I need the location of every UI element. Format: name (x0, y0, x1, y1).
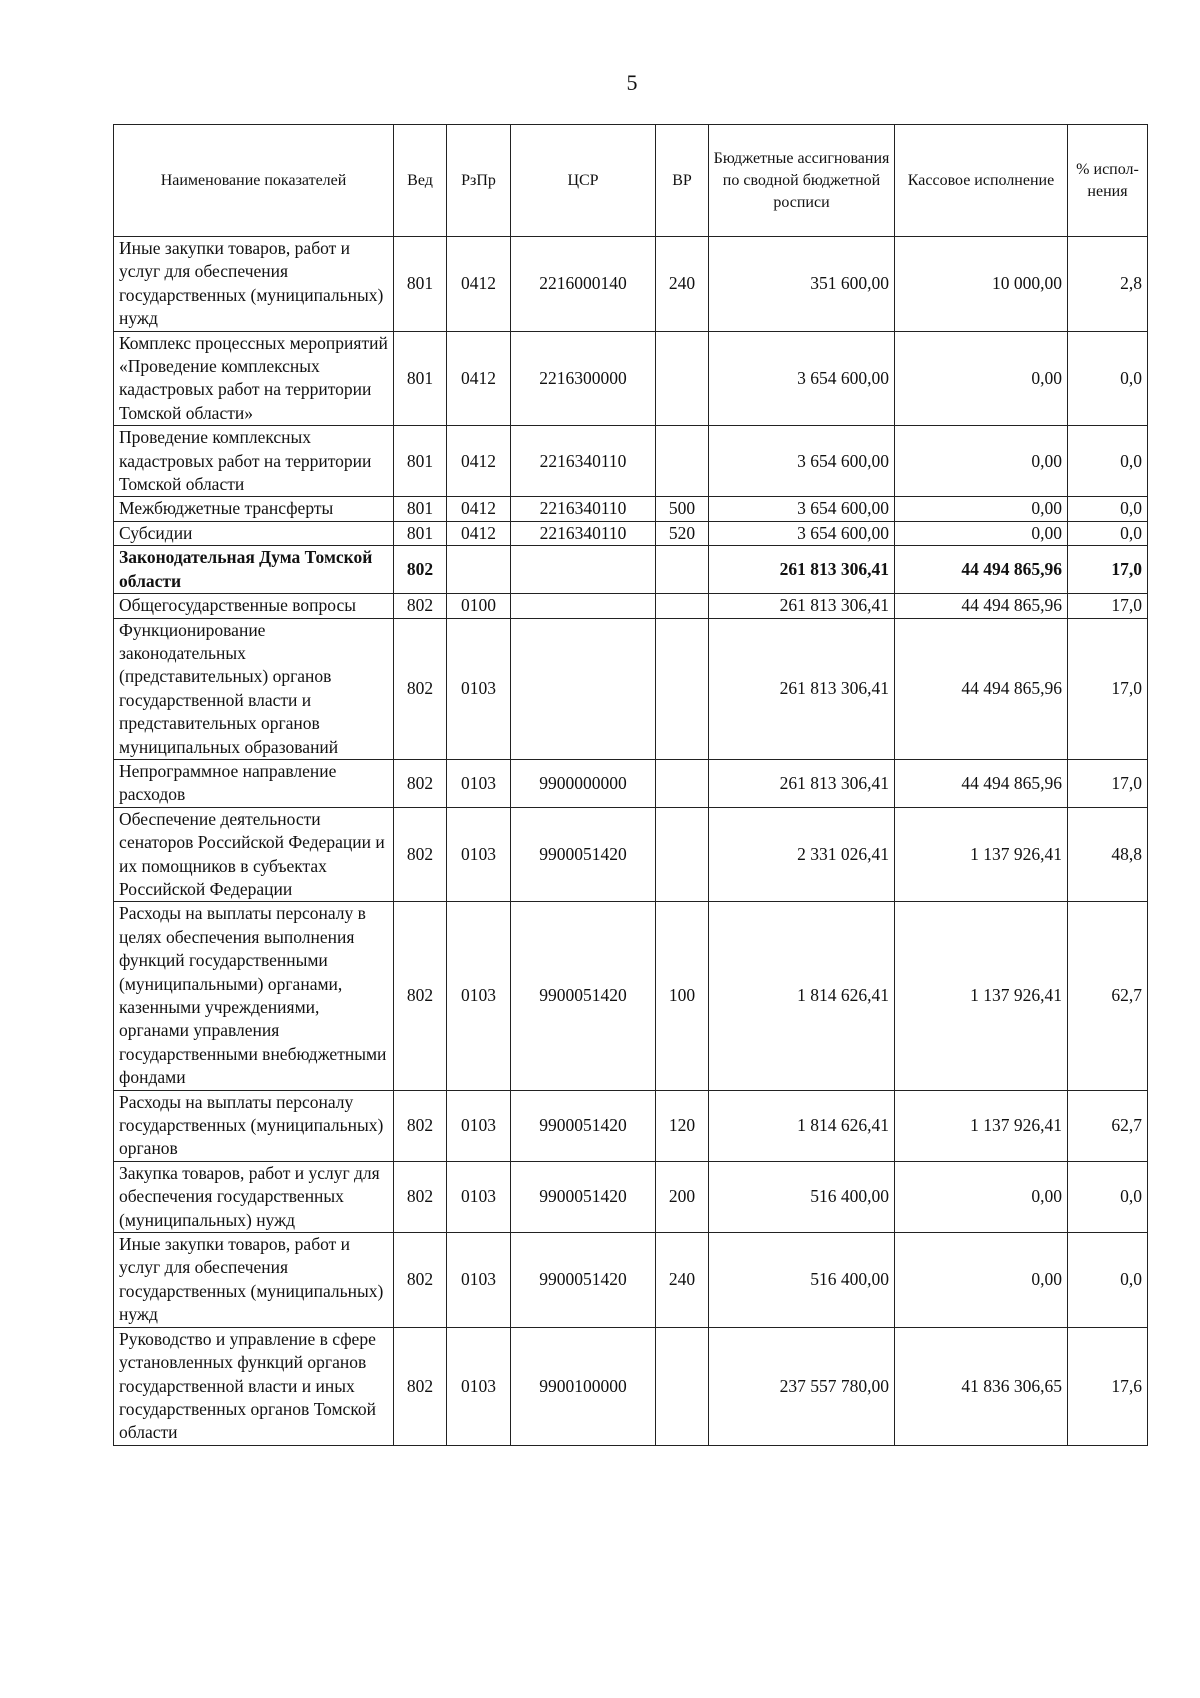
cell-pct: 0,0 (1068, 1161, 1148, 1232)
cell-name: Комплекс процессных мероприятий «Проведение комплексных кадастровых работ на территории Томской области» (114, 331, 394, 426)
cell-pct: 17,0 (1068, 594, 1148, 618)
cell-csr: 2216340110 (511, 497, 656, 521)
cell-ved: 801 (394, 497, 447, 521)
cell-vr (656, 426, 709, 497)
cell-name: Функционирование законодательных (представительных) органов государственной власти и представительных органов муниципальных образований (114, 618, 394, 759)
cell-name: Общегосударственные вопросы (114, 594, 394, 618)
cell-vr (656, 331, 709, 426)
cell-assign: 3 654 600,00 (709, 497, 895, 521)
cell-rzpr: 0103 (447, 1233, 511, 1328)
cell-pct: 0,0 (1068, 497, 1148, 521)
table-row (114, 497, 1148, 521)
cell-ved: 802 (394, 759, 447, 807)
table-row (114, 331, 1148, 426)
cell-csr: 9900051420 (511, 807, 656, 902)
cell-assign: 3 654 600,00 (709, 521, 895, 545)
cell-csr: 9900000000 (511, 759, 656, 807)
cell-kassa: 1 137 926,41 (895, 902, 1068, 1090)
table-row (114, 759, 1148, 807)
cell-csr: 2216000140 (511, 237, 656, 332)
table-row (114, 546, 1148, 594)
cell-csr (511, 594, 656, 618)
cell-csr: 9900051420 (511, 1090, 656, 1161)
cell-name: Проведение комплексных кадастровых работ на территории Томской области (114, 426, 394, 497)
cell-csr: 9900051420 (511, 1161, 656, 1232)
cell-rzpr: 0103 (447, 902, 511, 1090)
cell-vr: 200 (656, 1161, 709, 1232)
cell-ved: 802 (394, 1161, 447, 1232)
budget-table (113, 124, 1148, 1446)
cell-rzpr: 0412 (447, 237, 511, 332)
cell-rzpr: 0100 (447, 594, 511, 618)
cell-kassa: 1 137 926,41 (895, 807, 1068, 902)
cell-ved: 801 (394, 521, 447, 545)
cell-name: Законодательная Дума Томской области (114, 546, 394, 594)
cell-rzpr: 0103 (447, 618, 511, 759)
cell-kassa: 0,00 (895, 1161, 1068, 1232)
cell-assign: 261 813 306,41 (709, 546, 895, 594)
cell-vr: 120 (656, 1090, 709, 1161)
cell-pct: 62,7 (1068, 1090, 1148, 1161)
cell-vr: 240 (656, 1233, 709, 1328)
cell-rzpr: 0412 (447, 521, 511, 545)
cell-name: Межбюджетные трансферты (114, 497, 394, 521)
cell-assign: 1 814 626,41 (709, 902, 895, 1090)
cell-kassa: 0,00 (895, 1233, 1068, 1328)
header-assign: Бюджетные ассигнования по сводной бюджетной росписи (709, 125, 895, 237)
cell-pct: 17,0 (1068, 546, 1148, 594)
table-row (114, 594, 1148, 618)
cell-vr (656, 618, 709, 759)
cell-vr (656, 807, 709, 902)
cell-assign: 3 654 600,00 (709, 426, 895, 497)
page-number: 5 (626, 70, 638, 95)
cell-vr: 100 (656, 902, 709, 1090)
cell-csr: 2216340110 (511, 426, 656, 497)
cell-ved: 802 (394, 1090, 447, 1161)
cell-kassa: 0,00 (895, 426, 1068, 497)
table-row (114, 807, 1148, 902)
table-row (114, 618, 1148, 759)
table-row (114, 426, 1148, 497)
cell-pct: 62,7 (1068, 902, 1148, 1090)
cell-kassa: 44 494 865,96 (895, 759, 1068, 807)
cell-kassa: 44 494 865,96 (895, 594, 1068, 618)
cell-vr: 240 (656, 237, 709, 332)
cell-ved: 802 (394, 1233, 447, 1328)
cell-kassa: 44 494 865,96 (895, 546, 1068, 594)
header-csr: ЦСР (511, 125, 656, 237)
cell-name: Иные закупки товаров, работ и услуг для обеспечения государственных (муниципальных) нужд (114, 237, 394, 332)
cell-assign: 261 813 306,41 (709, 759, 895, 807)
cell-vr: 520 (656, 521, 709, 545)
cell-ved: 802 (394, 594, 447, 618)
cell-assign: 237 557 780,00 (709, 1327, 895, 1445)
cell-pct: 0,0 (1068, 426, 1148, 497)
cell-rzpr: 0103 (447, 1161, 511, 1232)
cell-assign: 1 814 626,41 (709, 1090, 895, 1161)
cell-ved: 801 (394, 426, 447, 497)
cell-rzpr: 0412 (447, 426, 511, 497)
cell-csr: 9900051420 (511, 902, 656, 1090)
cell-csr: 2216340110 (511, 521, 656, 545)
header-rzpr: РзПр (447, 125, 511, 237)
cell-rzpr: 0412 (447, 331, 511, 426)
header-vr: ВР (656, 125, 709, 237)
cell-kassa: 44 494 865,96 (895, 618, 1068, 759)
cell-ved: 801 (394, 331, 447, 426)
cell-ved: 802 (394, 807, 447, 902)
cell-ved: 802 (394, 902, 447, 1090)
cell-assign: 261 813 306,41 (709, 594, 895, 618)
cell-pct: 17,6 (1068, 1327, 1148, 1445)
cell-pct: 17,0 (1068, 759, 1148, 807)
table-row (114, 521, 1148, 545)
cell-name: Непрограммное направление расходов (114, 759, 394, 807)
cell-assign: 261 813 306,41 (709, 618, 895, 759)
cell-ved: 802 (394, 546, 447, 594)
cell-ved: 802 (394, 618, 447, 759)
cell-name: Руководство и управление в сфере установленных функций органов государственной власти и иных государственных органов Томской области (114, 1327, 394, 1445)
cell-rzpr: 0412 (447, 497, 511, 521)
cell-vr (656, 1327, 709, 1445)
cell-ved: 802 (394, 1327, 447, 1445)
cell-vr: 500 (656, 497, 709, 521)
cell-assign: 2 331 026,41 (709, 807, 895, 902)
cell-pct: 17,0 (1068, 618, 1148, 759)
header-ved: Вед (394, 125, 447, 237)
cell-name: Субсидии (114, 521, 394, 545)
cell-rzpr (447, 546, 511, 594)
table-row (114, 237, 1148, 332)
cell-rzpr: 0103 (447, 759, 511, 807)
cell-csr (511, 618, 656, 759)
cell-rzpr: 0103 (447, 807, 511, 902)
cell-csr: 9900100000 (511, 1327, 656, 1445)
cell-pct: 0,0 (1068, 521, 1148, 545)
cell-kassa: 41 836 306,65 (895, 1327, 1068, 1445)
cell-name: Обеспечение деятельности сенаторов Российской Федерации и их помощников в субъектах Российской Федерации (114, 807, 394, 902)
cell-rzpr: 0103 (447, 1327, 511, 1445)
table-row (114, 1327, 1148, 1445)
cell-vr (656, 759, 709, 807)
table-row (114, 1233, 1148, 1328)
table-row (114, 1090, 1148, 1161)
cell-assign: 516 400,00 (709, 1161, 895, 1232)
cell-pct: 48,8 (1068, 807, 1148, 902)
table-row (114, 902, 1148, 1090)
header-name: Наименование показателей (114, 125, 394, 237)
cell-kassa: 0,00 (895, 497, 1068, 521)
cell-vr (656, 546, 709, 594)
cell-pct: 0,0 (1068, 331, 1148, 426)
table-header-row (114, 125, 1148, 237)
header-pct: % испол-нения (1068, 125, 1148, 237)
cell-assign: 516 400,00 (709, 1233, 895, 1328)
cell-assign: 351 600,00 (709, 237, 895, 332)
cell-assign: 3 654 600,00 (709, 331, 895, 426)
table-row (114, 1161, 1148, 1232)
cell-vr (656, 594, 709, 618)
cell-ved: 801 (394, 237, 447, 332)
cell-csr (511, 546, 656, 594)
cell-pct: 2,8 (1068, 237, 1148, 332)
cell-csr: 9900051420 (511, 1233, 656, 1328)
cell-name: Иные закупки товаров, работ и услуг для обеспечения государственных (муниципальных) нужд (114, 1233, 394, 1328)
cell-name: Расходы на выплаты персоналу в целях обеспечения выполнения функций государственными (муниципальными) органами, казенными учреждениями, органами управления государственными внебюджетными фондами (114, 902, 394, 1090)
cell-name: Расходы на выплаты персоналу государственных (муниципальных) органов (114, 1090, 394, 1161)
cell-pct: 0,0 (1068, 1233, 1148, 1328)
cell-kassa: 0,00 (895, 521, 1068, 545)
cell-csr: 2216300000 (511, 331, 656, 426)
cell-kassa: 1 137 926,41 (895, 1090, 1068, 1161)
cell-rzpr: 0103 (447, 1090, 511, 1161)
cell-kassa: 10 000,00 (895, 237, 1068, 332)
cell-kassa: 0,00 (895, 331, 1068, 426)
cell-name: Закупка товаров, работ и услуг для обеспечения государственных (муниципальных) нужд (114, 1161, 394, 1232)
header-kassa: Кассовое исполнение (895, 125, 1068, 237)
